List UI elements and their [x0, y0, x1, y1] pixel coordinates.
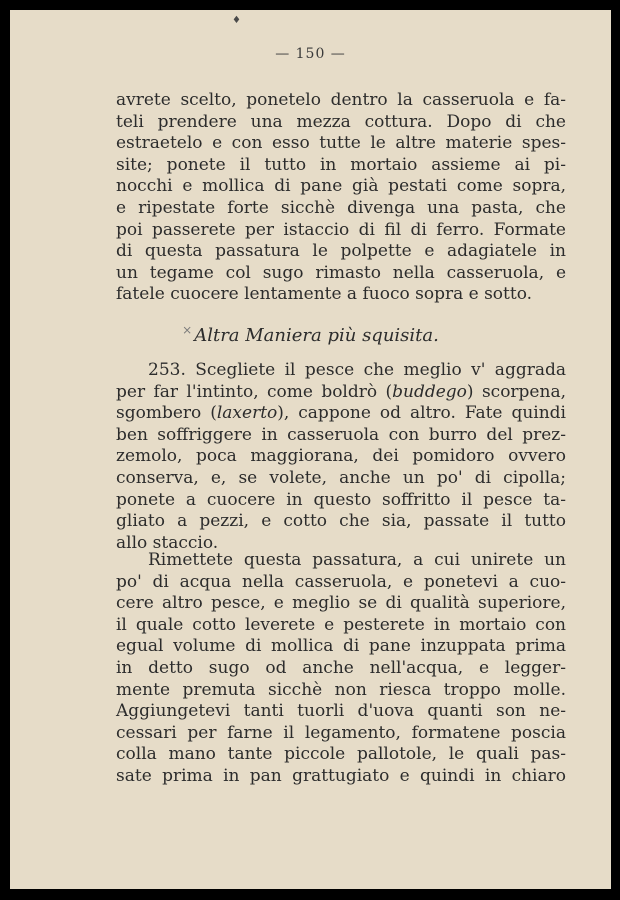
text-line: gliato a pezzi, e cotto che sia, passate il tutto	[116, 511, 566, 532]
text-line: 253. Scegliete il pesce che meglio v' aggrada	[148, 360, 566, 380]
text-line: avrete scelto, ponetelo dentro la casseruola e fa-	[116, 90, 566, 110]
top-ornament-mark: ♦	[232, 15, 241, 26]
text-fragment: ), cappone od altro. Fate quindi	[277, 403, 566, 424]
text-line	[116, 403, 566, 425]
text-line: e ripestate forte sicchè divenga una pasta, che	[116, 197, 566, 218]
recipe-paragraph-253	[116, 360, 566, 554]
text-line: ben soffriggere in casseruola con burro del prez-	[116, 424, 566, 445]
text-line: conserva, e, se volete, anche un po' di cipolla;	[116, 467, 566, 488]
section-heading	[10, 323, 611, 346]
book-page	[10, 10, 611, 889]
text-line: Rimettete questa passatura, a cui unirete un	[148, 550, 566, 570]
text-line: fatele cuocere lentamente a fuoco sopra e sotto.	[116, 284, 533, 305]
text-line: po' di acqua nella casseruola, e ponetevi a cuo-	[116, 571, 566, 592]
page-number: — 150 —	[275, 46, 346, 62]
text-line: ponete a cuocere in questo soffritto il pesce ta-	[116, 489, 566, 510]
text-line: il quale cotto leverete e pesterete in mortaio con	[116, 614, 566, 635]
text-line: estraetelo e con esso tutte le altre materie spes-	[116, 133, 566, 154]
text-line: di questa passatura le polpette e adagiatele in	[116, 241, 566, 262]
dialect-term: buddego	[392, 381, 467, 402]
text-line: sate prima in pan grattugiato e quindi in chiaro	[116, 765, 566, 786]
text-line: Aggiungetevi tanti tuorli d'uova quanti son ne-	[116, 701, 566, 722]
text-line: colla mano tante piccole pallotole, le quali pas-	[116, 744, 566, 765]
text-line: cere altro pesce, e meglio se di qualità superiore,	[116, 593, 566, 614]
section-heading-text: Altra Maniera più squisita.	[194, 325, 439, 346]
text-line: cessari per farne il legamento, formatene poscia	[116, 722, 566, 743]
text-fragment: ) scorpena,	[466, 381, 566, 402]
pencil-mark: ×	[182, 323, 193, 337]
text-line: in detto sugo od anche nell'acqua, e legger-	[116, 657, 566, 678]
text-line: teli prendere una mezza cottura. Dopo di che	[116, 111, 566, 132]
text-fragment: per far l'intinto, come boldrò (	[116, 381, 393, 402]
paragraph-continuation	[116, 90, 566, 306]
text-fragment: sgombero (	[116, 403, 217, 424]
text-line: egual volume di mollica di pane inzuppata prima	[116, 636, 566, 657]
text-line: allo staccio.	[116, 532, 219, 553]
text-line: nocchi e mollica di pane già pestati come sopra,	[116, 176, 566, 197]
text-line: site; ponete il tutto in mortaio assieme ai pi-	[116, 154, 566, 175]
text-line	[116, 382, 566, 404]
text-line: zemolo, poca maggiorana, dei pomidoro ovvero	[116, 446, 566, 467]
recipe-paragraph-continued	[116, 550, 566, 788]
dialect-term: laxerto	[216, 403, 278, 424]
text-line: mente premuta sicchè non riesca troppo molle.	[116, 679, 566, 700]
text-line: poi passerete per istaccio di fil di ferro. Formate	[116, 219, 566, 240]
text-line: un tegame col sugo rimasto nella casseruola, e	[116, 262, 566, 283]
